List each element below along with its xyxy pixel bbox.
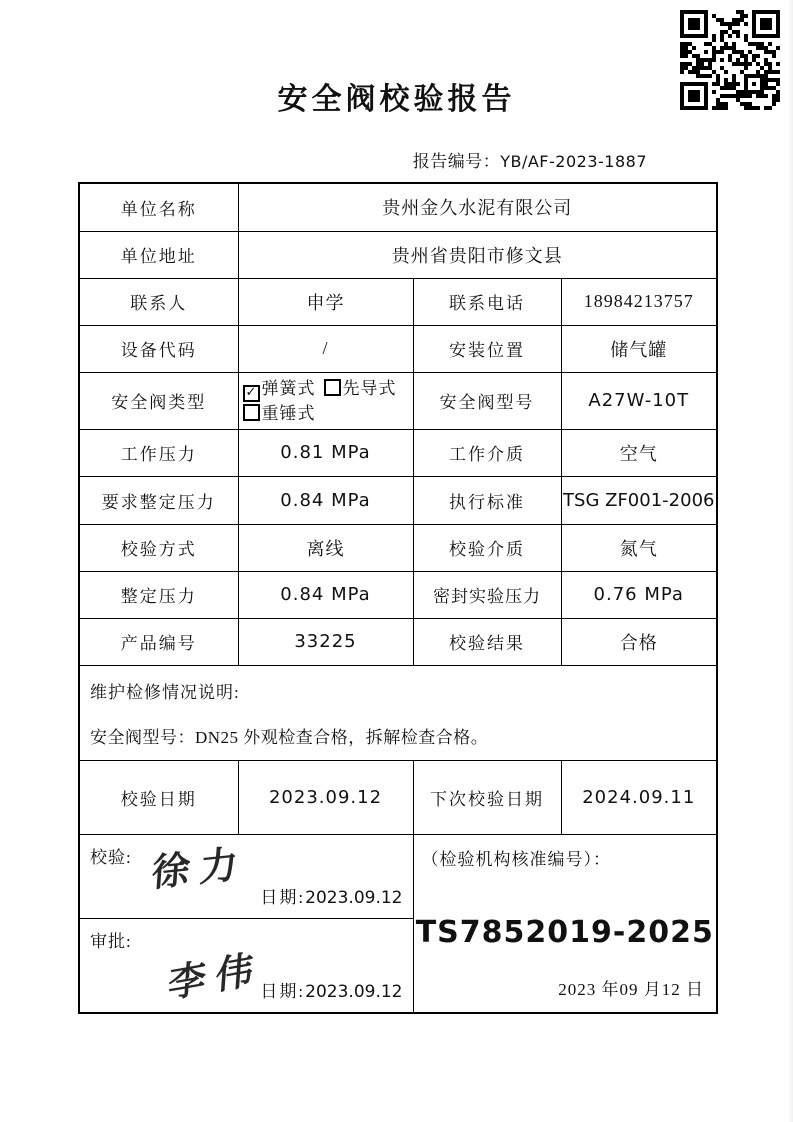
report-table: [78, 182, 718, 1014]
agency-label: （检验机构核准编号）：: [421, 849, 611, 869]
phone-value: 18984213757: [561, 278, 717, 325]
calibrator-label: 校验:: [90, 847, 132, 867]
result-value: 合格: [561, 618, 717, 665]
table-row: [79, 372, 717, 429]
set-pressure-label: 整定压力: [79, 571, 238, 618]
calibrator-date: 日期:2023.09.12: [260, 887, 403, 908]
calibrator-signature-cell: [79, 834, 413, 918]
valve-model-label: 安全阀型号: [413, 372, 561, 429]
report-number: [413, 147, 647, 172]
agency-date: 2023 年09 月12 日: [558, 980, 705, 999]
page-title: 安全阀校验报告: [277, 83, 516, 116]
approver-signature: 李伟: [166, 943, 265, 1007]
required-set-pressure-label: 要求整定压力: [79, 476, 238, 524]
table-row: [79, 278, 717, 325]
table-row: [79, 429, 717, 476]
device-code-label: 设备代码: [79, 325, 238, 372]
calibration-method-value: 离线: [238, 524, 413, 571]
checkbox-checked-icon: ✓: [243, 385, 260, 402]
table-row: [79, 571, 717, 618]
phone-label: 联系电话: [413, 278, 561, 325]
install-location-value: 储气罐: [561, 325, 717, 372]
calibrator-signature: 徐力: [150, 839, 250, 895]
table-row: [79, 618, 717, 665]
working-pressure-label: 工作压力: [79, 429, 238, 476]
report-number-value: YB/AF-2023-1887: [500, 152, 647, 171]
set-pressure-value: 0.84 MPa: [238, 571, 413, 618]
approver-label: 审批:: [90, 931, 132, 951]
agency-cell: [413, 834, 717, 1013]
next-calibration-date-value: 2024.09.11: [561, 760, 717, 834]
standard-value: TSG ZF001-2006: [561, 476, 717, 524]
contact-value: 申学: [238, 278, 413, 325]
contact-label: 联系人: [79, 278, 238, 325]
standard-label: 执行标准: [413, 476, 561, 524]
install-location-label: 安装位置: [413, 325, 561, 372]
maintenance-note: [79, 665, 717, 760]
agency-approval-number: TS7852019-2025: [415, 914, 714, 950]
calibration-medium-value: 氮气: [561, 524, 717, 571]
maintenance-note-body: 安全阀型号：DN25 外观检查合格，拆解检查合格。: [90, 727, 489, 747]
unit-name-value: 贵州金久水泥有限公司: [238, 183, 717, 231]
approver-date: 日期:2023.09.12: [260, 982, 403, 1002]
table-row: [79, 760, 717, 834]
unit-address-value: 贵州省贵阳市修文县: [238, 231, 717, 278]
table-row: [79, 325, 717, 372]
checkbox-unchecked-icon: [243, 404, 260, 421]
unit-address-label: 单位地址: [79, 231, 238, 278]
working-pressure-value: 0.81 MPa: [238, 429, 413, 476]
calibration-date-label: 校验日期: [79, 760, 238, 834]
seal-test-pressure-value: 0.76 MPa: [561, 571, 717, 618]
table-row: [79, 476, 717, 524]
valve-type-label: 安全阀类型: [79, 372, 238, 429]
checkbox-unchecked-icon: [324, 379, 341, 396]
table-row: [79, 231, 717, 278]
product-no-label: 产品编号: [79, 618, 238, 665]
calibration-date-value: 2023.09.12: [238, 760, 413, 834]
table-row: [79, 524, 717, 571]
checkbox-option-weight: 重锤式: [243, 404, 316, 423]
next-calibration-date-label: 下次校验日期: [413, 760, 561, 834]
valve-type-options: [238, 372, 413, 429]
calibration-method-label: 校验方式: [79, 524, 238, 571]
unit-name-label: 单位名称: [79, 183, 238, 231]
device-code-value: /: [238, 325, 413, 372]
table-row: [79, 665, 717, 760]
checkbox-option-spring: ✓ 弹簧式: [243, 379, 316, 398]
report-number-label: 报告编号：: [412, 152, 501, 171]
table-row: [79, 183, 717, 231]
working-medium-label: 工作介质: [413, 429, 561, 476]
required-set-pressure-value: 0.84 MPa: [238, 476, 413, 524]
qr-code: [680, 8, 780, 112]
product-no-value: 33225: [238, 618, 413, 665]
approver-signature-cell: [79, 918, 413, 1013]
checkbox-option-pilot: 先导式: [324, 379, 397, 398]
seal-test-pressure-label: 密封实验压力: [413, 571, 561, 618]
table-row: [79, 834, 717, 918]
result-label: 校验结果: [413, 618, 561, 665]
working-medium-value: 空气: [561, 429, 717, 476]
maintenance-note-title: 维护检修情况说明:: [90, 682, 240, 702]
calibration-medium-label: 校验介质: [413, 524, 561, 571]
valve-model-value: A27W-10T: [561, 372, 717, 429]
